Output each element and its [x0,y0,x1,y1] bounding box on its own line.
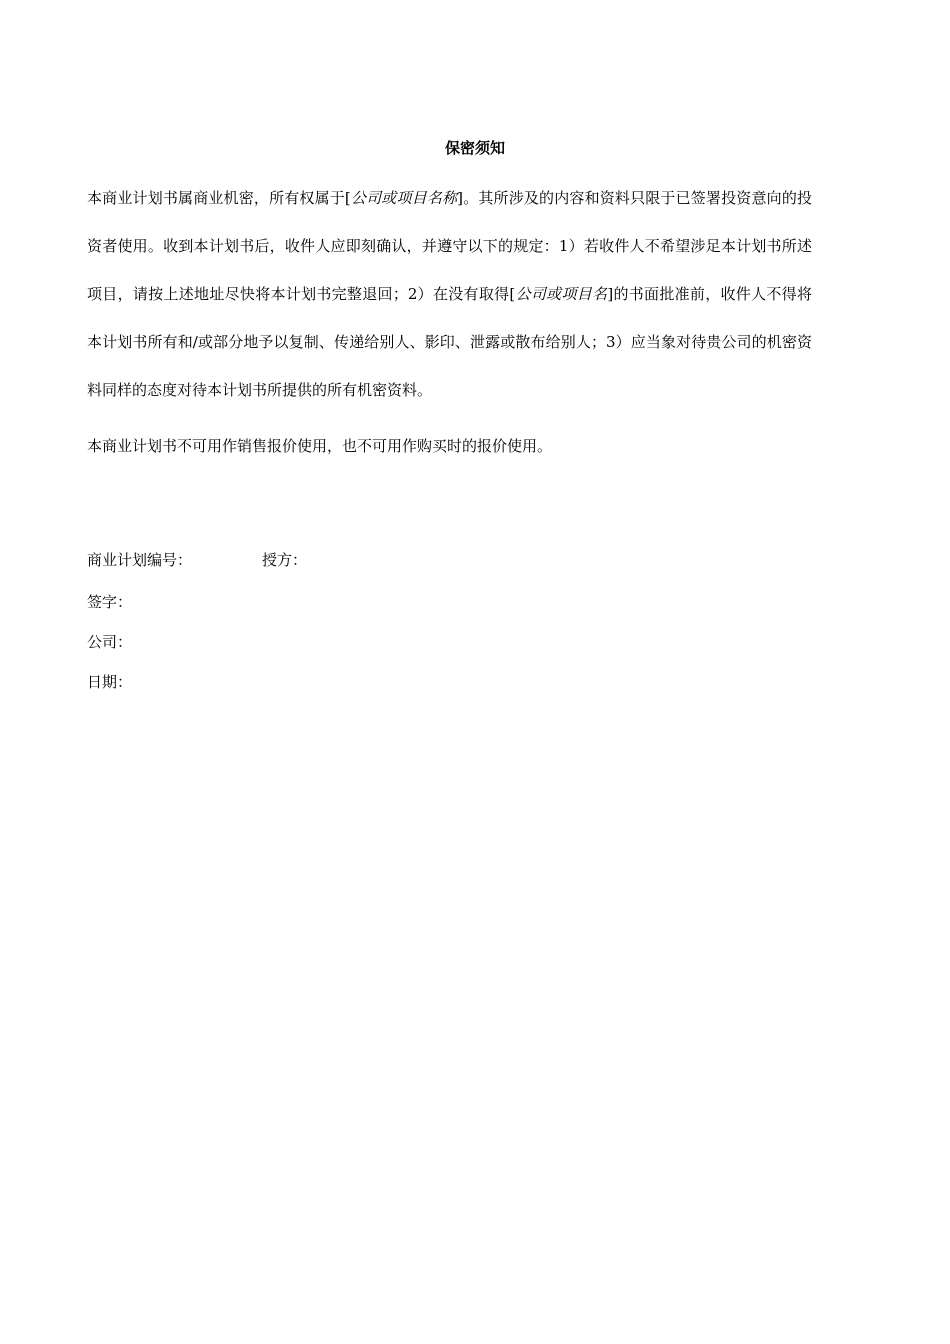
page-title: 保密须知 [444,139,505,157]
date-label: 日期： [87,673,133,691]
company-name-placeholder-2: 公司或项目名 [515,285,608,303]
company-label: 公司： [87,633,133,651]
paragraph-text-part2: ]。其所涉及的内容和资料只限于已签署投资意向的投资者使用。收到本计划书后，收件人应即刻确认，并遵守以下的规定：1）若收件人不希望涉足本计划书所述项目，请按上述地址尽快将本计划书完整退回；2）在没有取得[ [87,189,812,303]
paragraph-text-part1: 本商业计划书属商业机密，所有权属于[ [87,189,351,207]
confidentiality-paragraph [87,174,812,414]
plan-number-label: 商业计划编号： [87,551,193,569]
usage-restriction-paragraph: 本商业计划书不可用作销售报价使用，也不可用作购买时的报价使用。 [87,437,553,455]
company-name-placeholder: 公司或项目名称 [350,189,458,207]
paragraph-text-part3: ]的书面批准前，收件人不得将本计划书所有和/或部分地予以复制、传递给别人、影印、泄露或散布给别人；3）应当象对待贵公司的机密资料同样的态度对待本计划书所提供的所有机密资料。 [87,285,812,399]
grantor-label: 授方： [262,551,308,569]
signature-label: 签字： [87,593,133,611]
